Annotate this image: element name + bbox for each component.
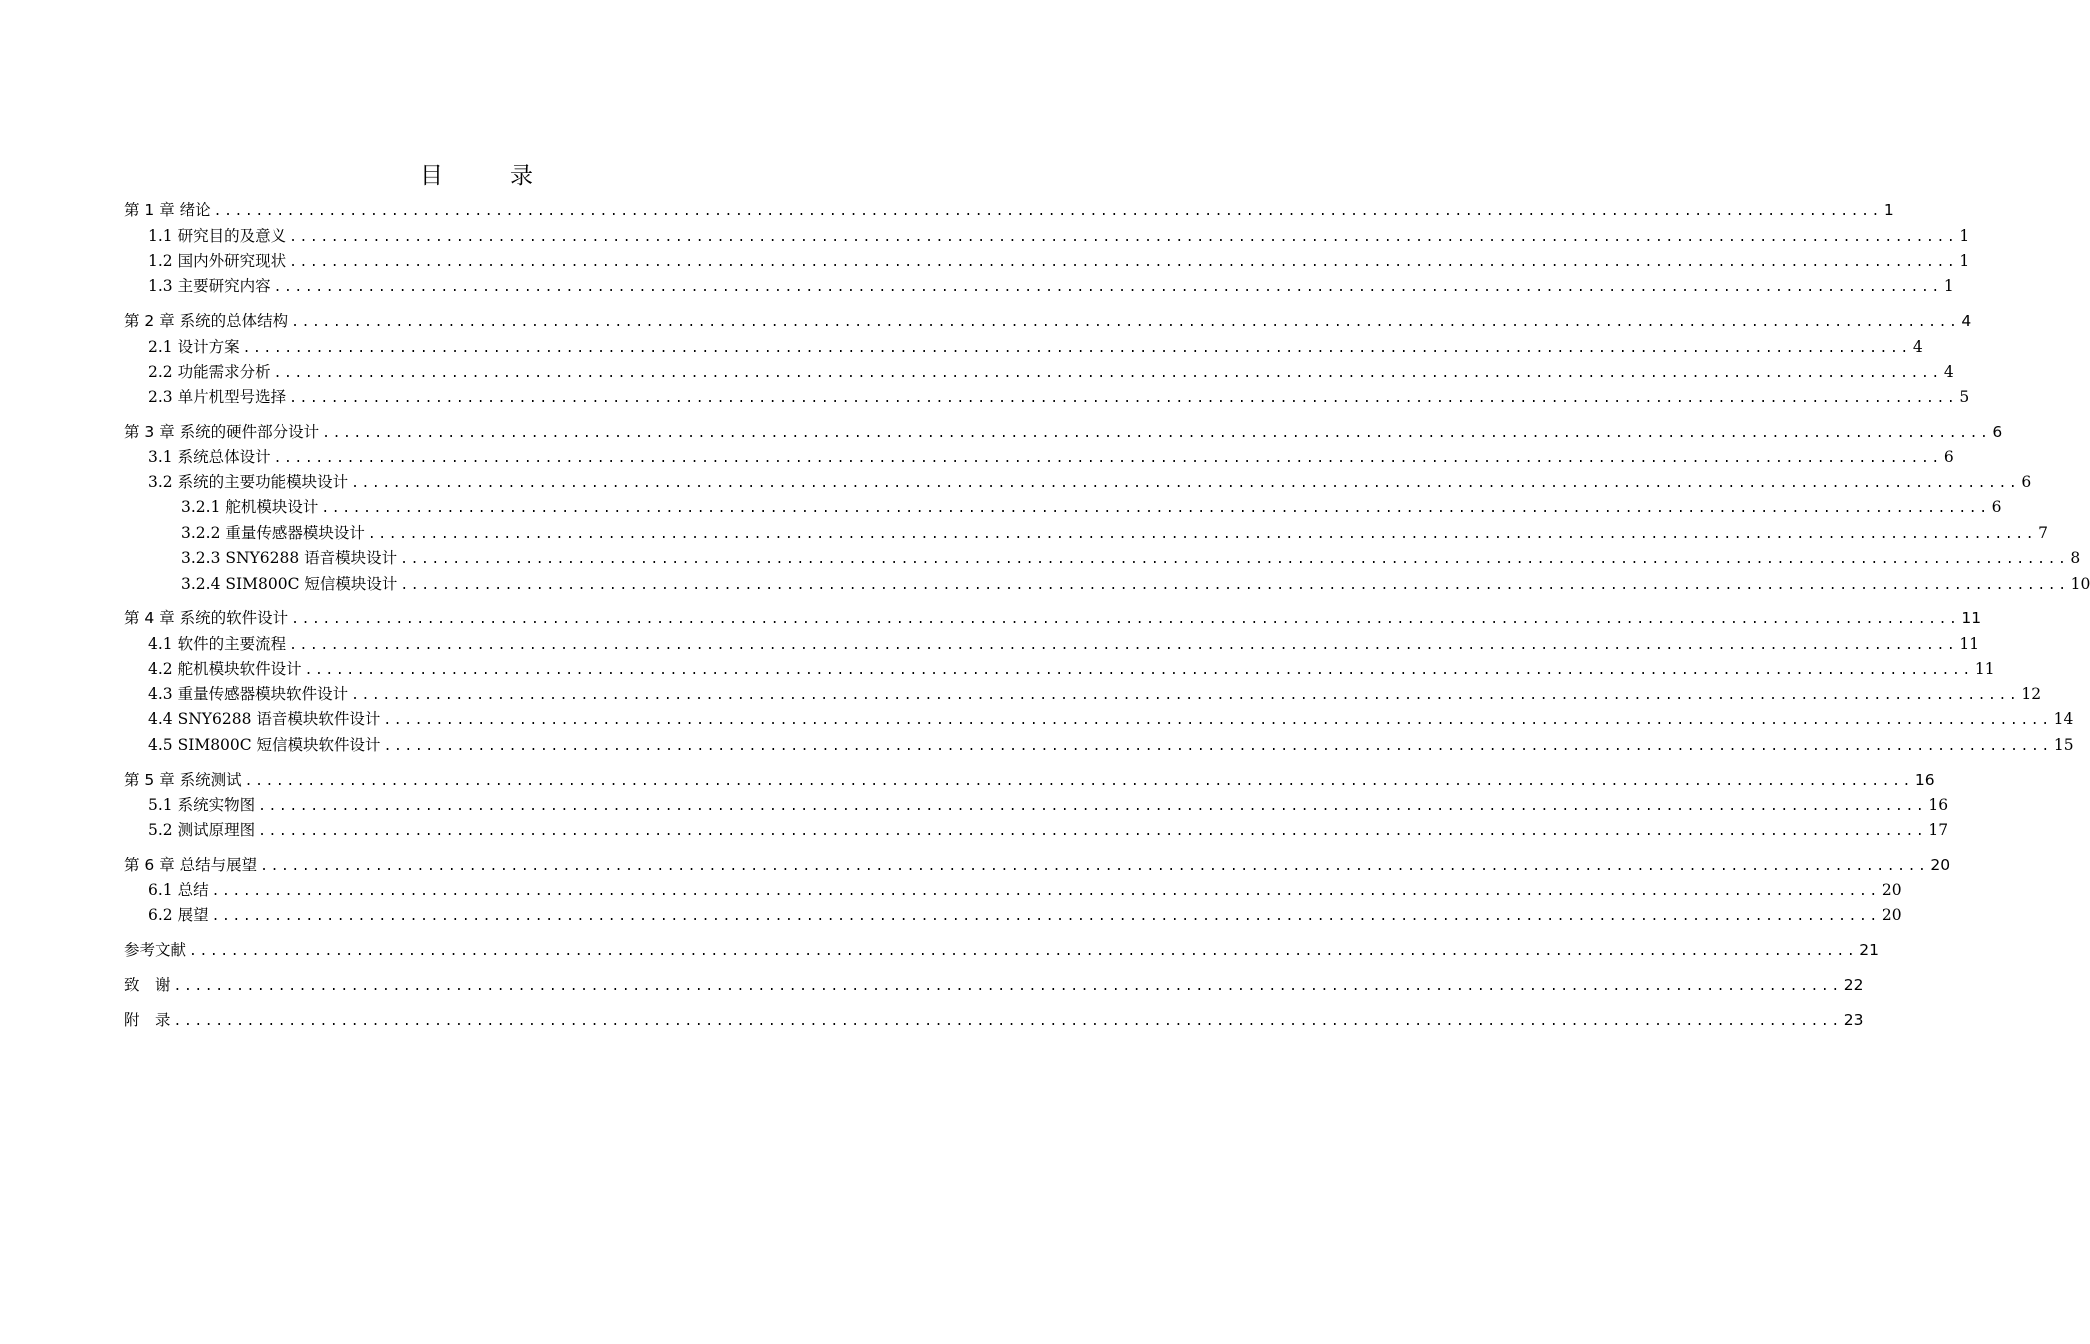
toc-dot-leader: ................................................................................................................................................................: [304, 663, 1973, 678]
toc-chapter-entry[interactable]: [124, 198, 1894, 223]
toc-section-entry[interactable]: [148, 878, 1902, 903]
toc-section-entry[interactable]: [148, 903, 1902, 928]
toc-entry-label: 3.2.2 重量传感器模块设计: [181, 524, 365, 542]
toc-entry-label: 4.3 重量传感器模块软件设计: [148, 685, 349, 703]
toc-page-number: 4: [1943, 363, 1954, 381]
toc-entry-label: 4.5 SIM800C 短信模块软件设计: [148, 736, 381, 754]
toc-entry-label: 4.2 舵机模块软件设计: [148, 660, 302, 678]
toc-title: 目 录: [420, 163, 555, 189]
toc-entry-label: 参考文献: [124, 941, 187, 959]
toc-page-number: 16: [1928, 796, 1949, 814]
toc-section-entry[interactable]: [148, 445, 1954, 470]
toc-page-number: 1: [1959, 227, 1970, 245]
toc-dot-leader: ................................................................................................................................................................: [211, 909, 1880, 924]
toc-entry-label: 3.2.3 SNY6288 语音模块设计: [181, 549, 398, 567]
toc-dot-leader: ................................................................................................................................................................: [242, 341, 1911, 356]
toc-chapter-entry[interactable]: [124, 853, 1951, 878]
toc-page-number: 8: [2070, 549, 2081, 567]
toc-dot-leader: ................................................................................................................................................................: [351, 688, 2020, 703]
toc-dot-leader: ................................................................................................................................................................: [383, 713, 2052, 728]
toc-page-number: 4: [1912, 338, 1923, 356]
toc-entry-label: 4.4 SNY6288 语音模块软件设计: [148, 710, 381, 728]
toc-page-number: 21: [1859, 941, 1880, 959]
toc-dot-leader: ................................................................................................................................................................: [289, 230, 1958, 245]
toc-entry-label: 第 1 章 绪论: [124, 201, 211, 219]
toc-section-entry[interactable]: [148, 224, 1970, 249]
toc-section-entry[interactable]: [148, 682, 2042, 707]
toc-entry-label: 第 6 章 总结与展望: [124, 856, 258, 874]
toc-entry-label: 第 2 章 系统的总体结构: [124, 312, 289, 330]
toc-page-number: 20: [1881, 881, 1902, 899]
toc-entry-label: 附 录: [124, 1011, 171, 1029]
toc-dot-leader: ................................................................................................................................................................: [273, 451, 1942, 466]
toc-entry-label: 1.2 国内外研究现状: [148, 252, 287, 270]
toc-dot-leader: ................................................................................................................................................................: [322, 426, 1991, 441]
toc-dot-leader: ................................................................................................................................................................: [291, 612, 1960, 627]
toc-entry-label: 2.1 设计方案: [148, 338, 240, 356]
toc-page-number: 20: [1930, 856, 1951, 874]
toc-page-number: 6: [2021, 473, 2032, 491]
toc-page-number: 20: [1881, 906, 1902, 924]
toc-chapter-entry[interactable]: [124, 606, 1982, 631]
toc-section-entry[interactable]: [148, 793, 1949, 818]
toc-entry-label: 致 谢: [124, 976, 171, 994]
toc-chapter-entry[interactable]: [124, 1008, 1864, 1033]
toc-dot-leader: ................................................................................................................................................................: [321, 501, 1990, 516]
toc-entry-label: 3.1 系统总体设计: [148, 448, 271, 466]
toc-page-number: 5: [1959, 388, 1970, 406]
toc-entry-label: 6.1 总结: [148, 881, 209, 899]
toc-dot-leader: ................................................................................................................................................................: [400, 552, 2069, 567]
toc-entry-label: 4.1 软件的主要流程: [148, 635, 287, 653]
toc-entry-label: 5.1 系统实物图: [148, 796, 256, 814]
toc-section-entry[interactable]: [148, 657, 1995, 682]
toc-page-number: 12: [2021, 685, 2042, 703]
toc-page-number: 4: [1961, 312, 1972, 330]
toc-dot-leader: ................................................................................................................................................................: [351, 476, 2020, 491]
toc-section-entry[interactable]: [148, 385, 1970, 410]
toc-section-entry[interactable]: [148, 360, 1954, 385]
toc-chapter-entry[interactable]: [124, 768, 1935, 793]
toc-page-number: 11: [1974, 660, 1995, 678]
toc-section-entry[interactable]: [148, 249, 1970, 274]
toc-page-number: 10: [2070, 575, 2090, 593]
toc-entry-label: 3.2.4 SIM800C 短信模块设计: [181, 575, 398, 593]
toc-page-number: 1: [1883, 201, 1894, 219]
toc-dot-leader: ................................................................................................................................................................: [213, 204, 1882, 219]
toc-dot-leader: ................................................................................................................................................................: [258, 799, 1927, 814]
toc-entry-label: 第 3 章 系统的硬件部分设计: [124, 423, 320, 441]
toc-dot-leader: ................................................................................................................................................................: [400, 578, 2069, 593]
toc-page-number: 11: [1961, 609, 1982, 627]
toc-entry-label: 1.1 研究目的及意义: [148, 227, 287, 245]
toc-entry-label: 6.2 展望: [148, 906, 209, 924]
toc-page-number: 6: [1991, 498, 2002, 516]
toc-dot-leader: ................................................................................................................................................................: [367, 527, 2037, 542]
toc-page-number: 15: [2053, 736, 2074, 754]
toc-entry-label: 2.2 功能需求分析: [148, 363, 271, 381]
toc-section-entry[interactable]: [148, 733, 2074, 758]
toc-dot-leader: ................................................................................................................................................................: [273, 366, 1942, 381]
toc-section-entry[interactable]: [148, 707, 2074, 732]
toc-entry-label: 3.2 系统的主要功能模块设计: [148, 473, 349, 491]
toc-chapter-entry[interactable]: [124, 309, 1972, 334]
toc-section-entry[interactable]: [148, 335, 1923, 360]
toc-page-number: 16: [1914, 771, 1935, 789]
toc-dot-leader: ................................................................................................................................................................: [258, 824, 1927, 839]
toc-section-entry[interactable]: [181, 521, 2049, 546]
toc-page-number: 23: [1843, 1011, 1864, 1029]
toc-dot-leader: ................................................................................................................................................................: [211, 884, 1880, 899]
toc-chapter-entry[interactable]: [124, 938, 1880, 963]
toc-entry-label: 第 5 章 系统测试: [124, 771, 242, 789]
toc-section-entry[interactable]: [148, 470, 2032, 495]
toc-page-number: 22: [1843, 976, 1864, 994]
toc-chapter-entry[interactable]: [124, 973, 1864, 998]
toc-dot-leader: ................................................................................................................................................................: [173, 1014, 1842, 1029]
toc-dot-leader: ................................................................................................................................................................: [260, 859, 1929, 874]
toc-page-number: 7: [2038, 524, 2049, 542]
toc-section-entry[interactable]: [148, 818, 1949, 843]
toc-dot-leader: ................................................................................................................................................................: [289, 638, 1958, 653]
toc-page-number: 11: [1959, 635, 1980, 653]
toc-section-entry[interactable]: [148, 632, 1980, 657]
toc-section-entry[interactable]: [181, 546, 2081, 571]
toc-dot-leader: ................................................................................................................................................................: [273, 280, 1942, 295]
toc-section-entry[interactable]: [148, 274, 1954, 299]
toc-dot-leader: ................................................................................................................................................................: [291, 315, 1960, 330]
toc-page-number: 17: [1928, 821, 1949, 839]
toc-dot-leader: ................................................................................................................................................................: [289, 391, 1958, 406]
toc-dot-leader: ................................................................................................................................................................: [289, 255, 1958, 270]
toc-dot-leader: ................................................................................................................................................................: [189, 944, 1858, 959]
toc-section-entry[interactable]: [181, 572, 2090, 597]
toc-section-entry[interactable]: [181, 495, 2002, 520]
toc-dot-leader: ................................................................................................................................................................: [244, 774, 1913, 789]
toc-chapter-entry[interactable]: [124, 420, 2003, 445]
toc-entry-label: 5.2 测试原理图: [148, 821, 256, 839]
toc-page-number: 1: [1943, 277, 1954, 295]
toc-dot-leader: ................................................................................................................................................................: [173, 979, 1842, 994]
toc-dot-leader: ................................................................................................................................................................: [383, 739, 2052, 754]
toc-page-number: 6: [1992, 423, 2003, 441]
toc-entry-label: 2.3 单片机型号选择: [148, 388, 287, 406]
toc-page-number: 1: [1959, 252, 1970, 270]
toc-page-number: 14: [2053, 710, 2074, 728]
toc-entry-label: 3.2.1 舵机模块设计: [181, 498, 319, 516]
toc-page-number: 6: [1943, 448, 1954, 466]
toc-entry-label: 1.3 主要研究内容: [148, 277, 271, 295]
toc-entry-label: 第 4 章 系统的软件设计: [124, 609, 289, 627]
